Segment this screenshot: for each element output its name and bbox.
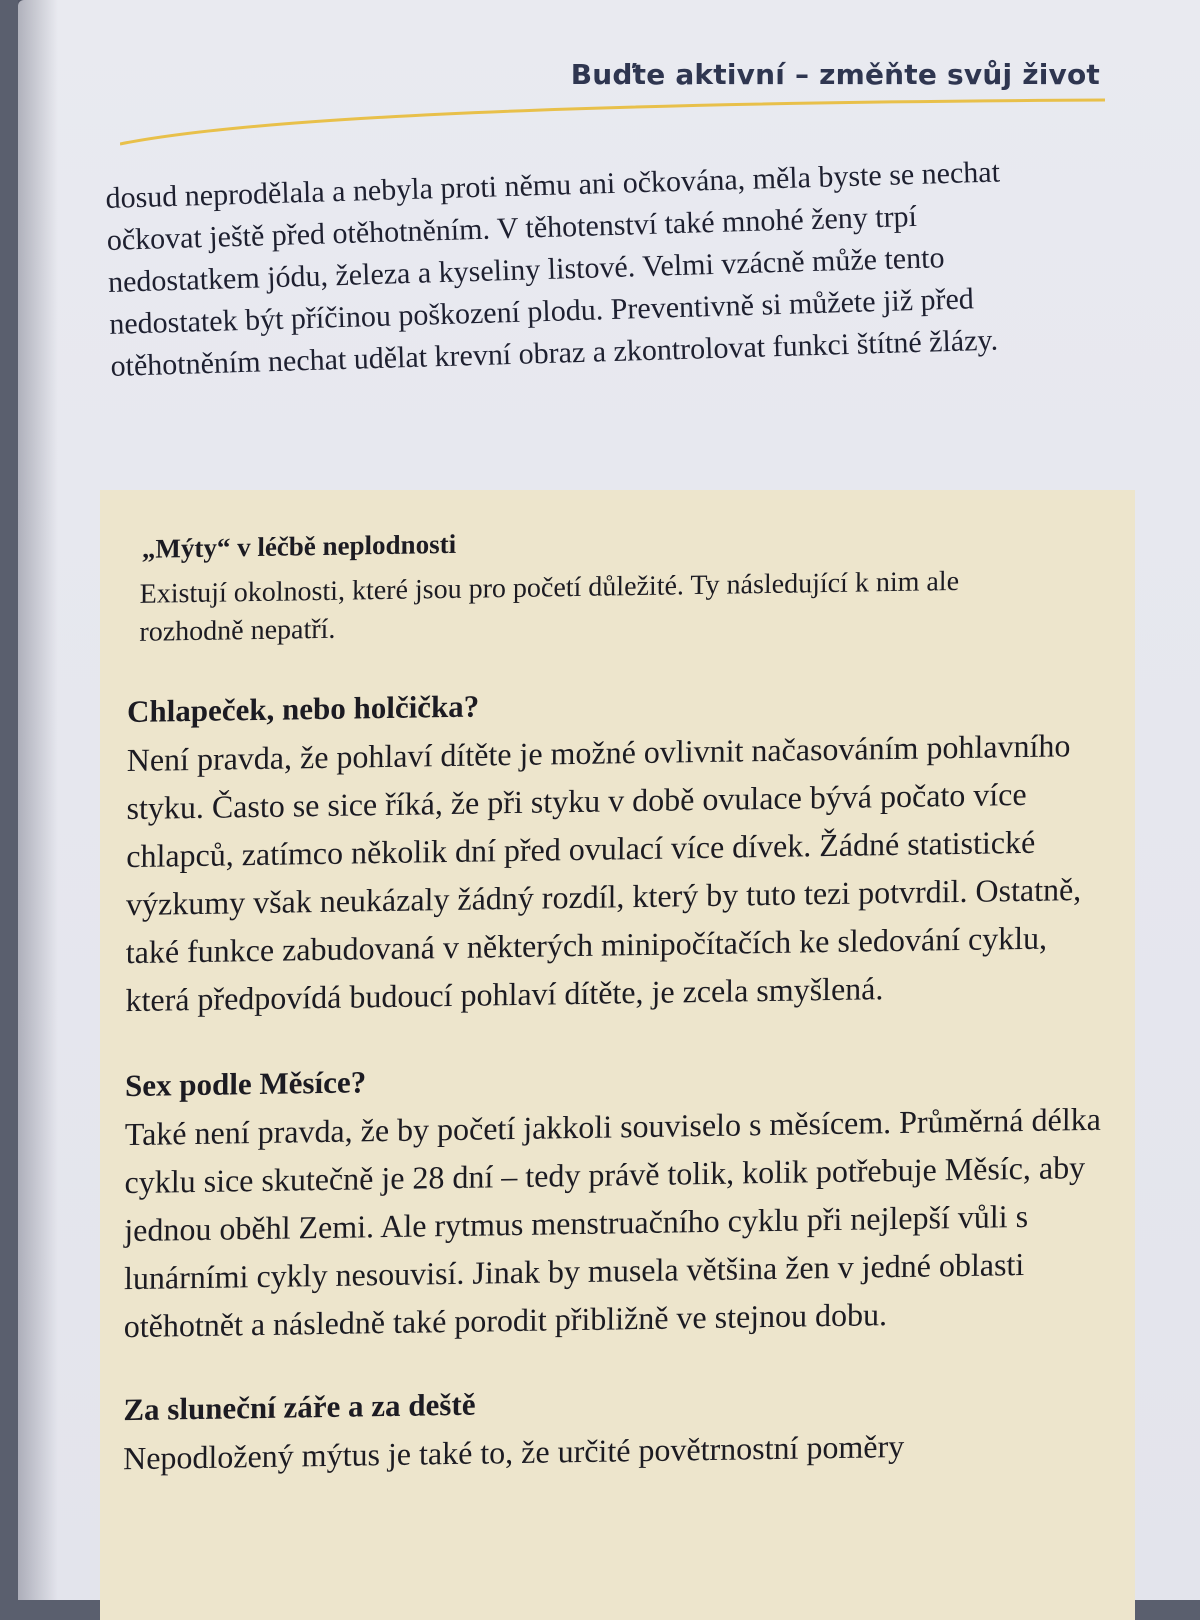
section-heading-moon: Sex podle Měsíce? (125, 1064, 367, 1104)
section-body-weather: Nepodložený mýtus je také to, že určité povětrnostní poměry (123, 1427, 905, 1477)
running-header: Buďte aktivní – změňte svůj život (570, 58, 1100, 91)
infobox-intro: Existují okolnosti, které jsou pro početí důležité. Ty následující k nim ale rozhodně nepatří. (139, 565, 960, 648)
intro-text: dosud neprodělala a nebyla proti němu ani očkována, měla byste se nechat očkovat ještě před otěhotněním. V těhotenství také mnohé ženy trpí nedostatkem jódu, železa a kyseliny listové. Velmi vzácně může tento nedostatek být příčinou poškození plodu. Preventivně si můžete již před otěhotněním nechat udělat krevní obraz a zkontrolovat funkci štítné žlázy. (105, 155, 1001, 383)
section-heading-weather: Za sluneční záře a za deště (123, 1386, 476, 1428)
myths-infobox-content (123, 516, 1138, 1482)
section-body-gender: Není pravda, že pohlaví dítěte je možné ovlivnit načasováním pohlavního styku. Často se sice říká, že při styku v době ovulace bývá počato více chlapců, zatímco několik dní před ovulací více dívek. Žádné statistické výzkumy však neukázaly žádný rozdíl, který by tuto tezi potvrdil. Ostatně, také funkce zabudovaná v některých minipočítačích ke sledování cyklu, která předpovídá budoucí pohlaví dítěte, je zcela smyšlená. (125, 727, 1082, 1019)
infobox-title: „Mýty“ v léčbě neplodnosti (141, 528, 457, 564)
header-accent-rule (120, 96, 1105, 146)
section-heading-gender: Chlapeček, nebo holčička? (126, 688, 480, 730)
page-gutter-shadow (18, 0, 58, 1600)
intro-paragraph (105, 150, 1071, 388)
section-body-moon: Také není pravda, že by početí jakkoli souviselo s měsícem. Průměrná délka cyklu sice skutečně je 28 dní – tedy právě tolik, kolik potřebuje Měsíc, aby jednou oběhl Zemi. Ale rytmus menstruačního cyklu při nejlepší vůli s lunárními cykly nesouvisí. Jinak by musela většina žen v jedné oblasti otěhotnět a následně také porodit přibližně ve stejnou dobu. (123, 1100, 1101, 1345)
